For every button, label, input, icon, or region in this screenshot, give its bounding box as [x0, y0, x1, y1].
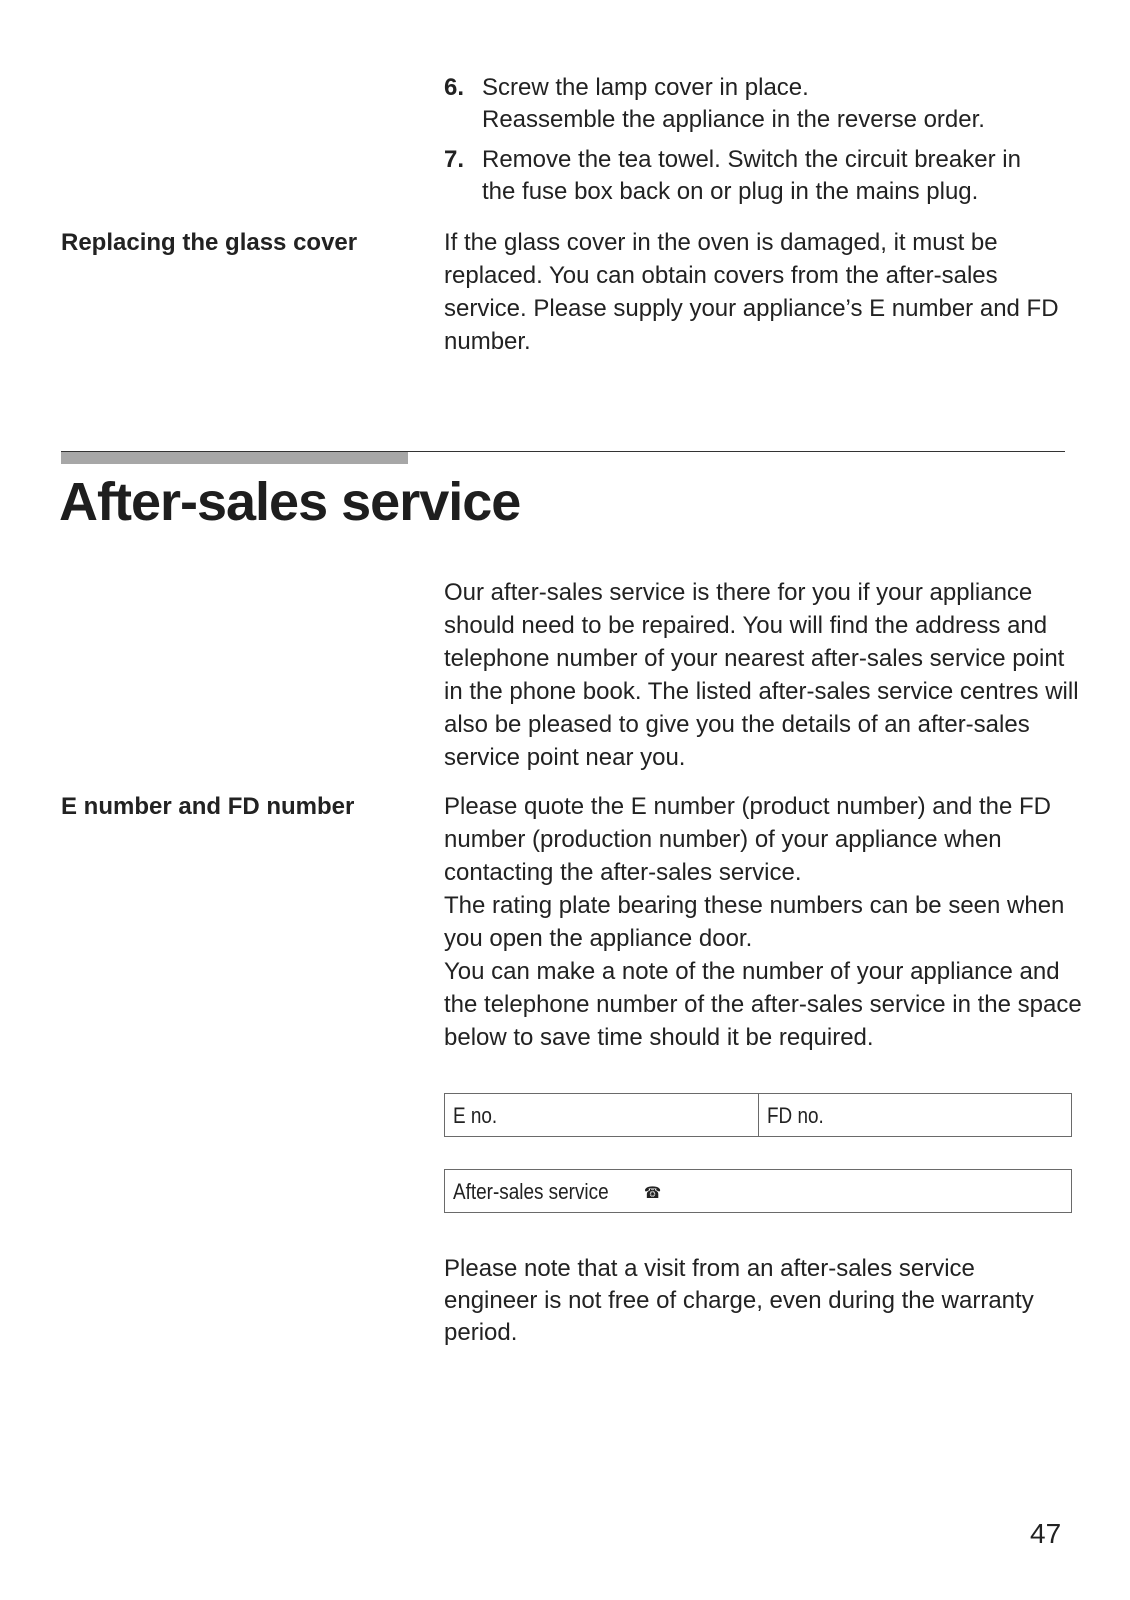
rating-plate-paragraph: The rating plate bearing these numbers can be seen when you open the appliance door. — [444, 892, 1065, 952]
fd-no-label: FD no. — [767, 1103, 824, 1128]
step-number: 7. — [444, 146, 465, 173]
step-number: 6. — [444, 74, 465, 101]
page-number: 47 — [1030, 1518, 1062, 1549]
service-phone-field[interactable] — [445, 1170, 664, 1212]
step-6 — [444, 72, 1084, 136]
e-number-paragraph: Please quote the E number (product number) and the FD number (production number) of your appliance when contacting the after-sales service. — [444, 793, 1052, 886]
step-text — [482, 144, 1084, 208]
intro-paragraph: Our after-sales service is there for you if your appliance should need to be repaired. You will find the address and telephone number of your nearest after-sales service point in the phone book. The listed after-sales service centres will also be pleased to give you the details of an after-sales service point near you. — [444, 579, 1079, 771]
divider-bar — [61, 452, 408, 464]
service-phone-row[interactable] — [444, 1169, 1072, 1213]
step-line: Remove the tea towel. Switch the circuit breaker in — [482, 146, 1021, 173]
service-label: After-sales service — [453, 1179, 609, 1204]
step-line: Screw the lamp cover in place. — [482, 74, 809, 101]
step-line: Reassemble the appliance in the reverse order. — [482, 106, 985, 133]
e-no-label: E no. — [453, 1103, 498, 1128]
note-space-paragraph: You can make a note of the number of your appliance and the telephone number of the after-sales service in the space below to save time should it be required. — [444, 958, 1082, 1051]
e-no-field[interactable] — [445, 1094, 759, 1136]
e-number-text — [444, 790, 1084, 1054]
section-divider — [61, 451, 1065, 465]
glass-cover-text: If the glass cover in the oven is damaged, it must be replaced. You can obtain covers from the after-sales service. Please supply your appliance’s E number and FD number. — [444, 229, 1059, 355]
step-7 — [444, 144, 1084, 208]
step-text — [482, 72, 1084, 136]
page-title: After-sales service — [59, 472, 521, 532]
telephone-icon: ☎ — [644, 1185, 662, 1202]
charge-note: Please note that a visit from an after-sales service engineer is not free of charge, even during the warranty period. — [444, 1255, 1034, 1346]
step-line: the fuse box back on or plug in the mains plug. — [482, 178, 979, 205]
glass-cover-heading: Replacing the glass cover — [61, 229, 358, 256]
e-number-heading: E number and FD number — [61, 793, 355, 820]
step-list — [444, 72, 1084, 216]
number-form-row — [444, 1093, 1072, 1137]
fd-no-field[interactable] — [759, 1094, 833, 1136]
